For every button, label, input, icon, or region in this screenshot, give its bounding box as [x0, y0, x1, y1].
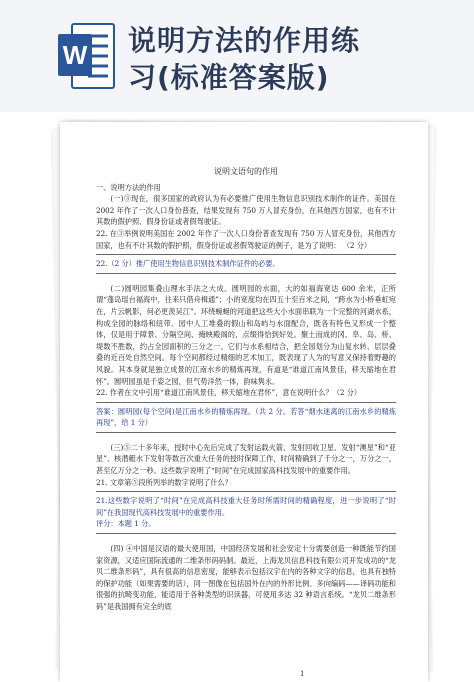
word-icon-letter: W — [62, 40, 88, 70]
answer-21: 21.这些数字说明了“时间”在完成高科技重大任务时所需时间的精确程度，进一步说明了“时间”在我国现代高科技发展中的重要作用。 — [96, 496, 396, 517]
page-number: 1 — [300, 670, 305, 678]
divider — [96, 254, 396, 255]
question-22 — [96, 228, 396, 251]
section-heading: 一、说明方法的作用 — [96, 182, 161, 192]
passage-2: (二)圆明园集叠山理水手法之大成。圆明园的水面，大的如福海宽达 600 余米，正所谓“蓬岛瑶台福海中，往来只借舟楫通”；小的宽度均在四五十至百米之间，“跨水为小桥垂虹宛在，片云帆影，何必更羡吴江”。环绕蜿蜒的河道把这些大小水面串联为一个完整的河湖水系，构成全园的脉络和纽带。园中人工堆叠的假山和岛屿与水面配合，既各有特色又形成一个整体，仅是用于障景、分隔空间、掩映殿阁的，点缀得恰到好处。聚土而成的冈、阜、岛、桥、堤数不胜数，约占全园面积的三分之一。它们与水系相结合，把全园划分为山复水转、层层叠叠的近百处自然空间。每个空间都经过精细的艺术加工，既表现了人为的写意又保持着野趣的风貌。其本身就是独立成景的江南水乡的精炼再现，有道是“谁道江南风景佳，移天缩地在君怀”。圆明园虽是千姿之园，但气势洋然一体，韵味隽永。 — [96, 283, 396, 386]
divider — [96, 432, 396, 433]
banner-header — [0, 0, 474, 112]
title-line-1: 说明方法的作用练 — [128, 24, 361, 57]
divider — [96, 533, 396, 534]
answer-22: 22.（2 分）推广使用生物信息识别技术制作证件的必要。 — [96, 259, 280, 269]
question-22-score: （2 分） — [342, 240, 372, 250]
divider — [96, 273, 396, 274]
passage-3: (三)⑤二十多年来，授时中心先后完成了发射运载火箭、发射回收卫星、发射“澳星”和“亚星”、核潜艇水下发射等数百次重大任务的授时保障工作，时间精确到了千分之一，万分之一，甚至亿万分之一秒。这些数字说明了“时间”在完成国家高科技发展中的重要作用。 — [96, 442, 396, 476]
divider — [96, 491, 396, 492]
title-line-2: 习(标准答案版) — [128, 61, 330, 94]
question-22b: 22. 作者在文中引用“谁道江南风景佳，移天缩地在君怀”，意在说明什么？（2 分） — [96, 388, 362, 398]
word-doc-icon — [58, 22, 116, 90]
divider — [96, 402, 396, 403]
passage-1: (一)③现在，很多国家的政府认为有必要推广使用生物信息识别技术制作的证件。美国在 2002 年作了一次人口身份普查，结果发现有 750 万人冒充身份，在其他西方国家，也有不计其数的假护照、假身份证或者假驾驶证。 — [96, 194, 396, 227]
passage-4: (四) ④中国是汉语的最大使用国，中国经济发展和社会安定十分需要创造一种既能节约国家资源，又适应国际流通的二维条形码码制。最近，上海龙贝信息科技有限公司开发成功的“龙贝二维条形码”，具有很高的信息密度，能够表示包括汉字在内的各种文字的信息，也具有独特的保护功能（如果需要的话），同一图像在包括国外在内的外形比例、多向编码——译码功能和很强的抗畸变功能，能适用于各种类型的识读器，可使用多达 32 种语言系统。“龙贝二维条形码”是我国拥有完全的底 — [96, 544, 396, 611]
page-title — [128, 22, 458, 96]
doc-title: 说明文语句的作用 — [214, 167, 278, 176]
question-21: 21. 文章第⑤段所列举的数字说明了什么？ — [96, 477, 232, 487]
document-content — [96, 166, 396, 613]
answer-21-score: 评分：本题 1 分。 — [96, 519, 156, 529]
question-22-text: 22. 在③举例说明美国在 2002 年作了一次人口身份普查发现有 750 万人冒充身份，其他西方国家，也有不计其数的假护照，假身份证或者假驾驶证的例子，是为了说明： — [96, 228, 396, 250]
answer-22b: 答案：圆明园(每个空间)是江南水乡的精炼再现。（共 2 分。若答“烟水迷离的江南水乡的精炼再现”，给 1 分） — [96, 406, 396, 428]
